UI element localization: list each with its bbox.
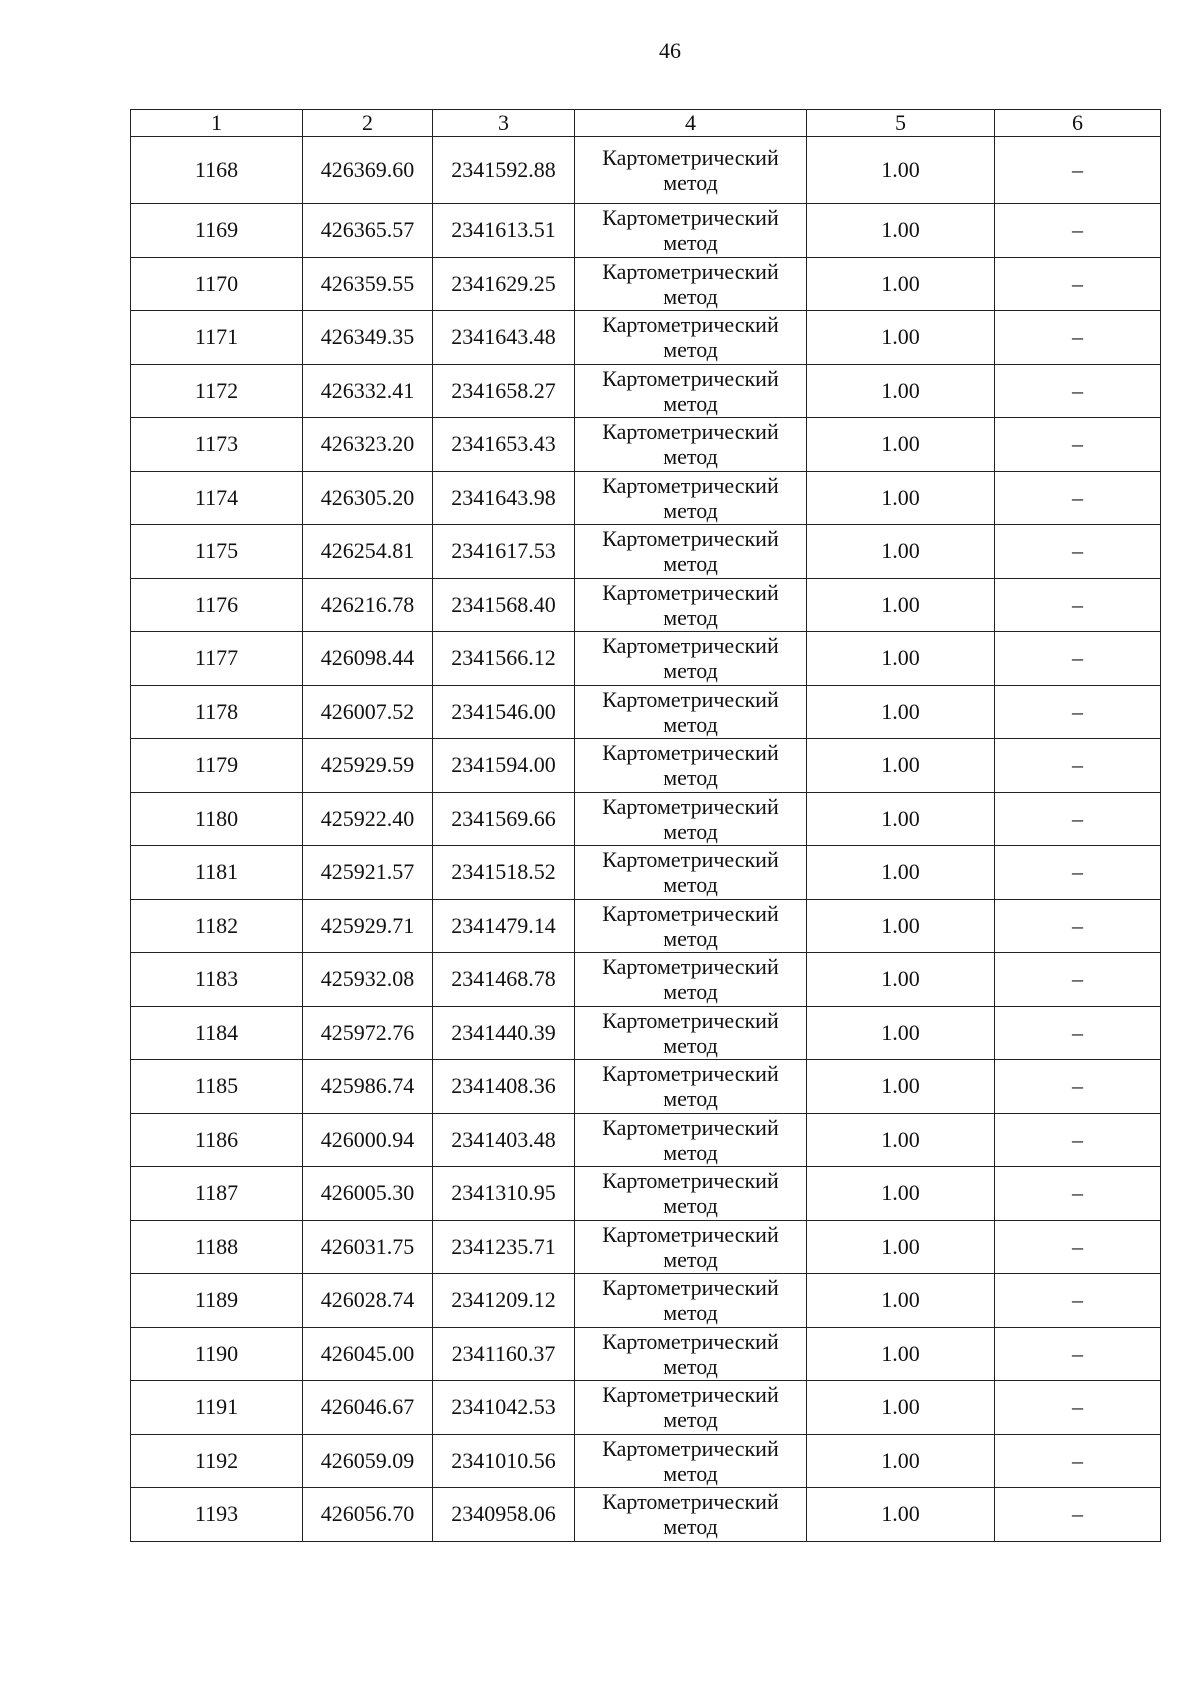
table-row: [131, 846, 1161, 900]
x-coordinate-cell: 426046.67: [303, 1381, 433, 1435]
method-line-1: Картометрический: [602, 1168, 779, 1194]
point-number-cell: 1183: [131, 953, 303, 1007]
accuracy-cell: 1.00: [807, 311, 995, 365]
method-line-1: Картометрический: [602, 740, 779, 766]
x-coordinate-cell: 425921.57: [303, 846, 433, 900]
method-line-1: Картометрический: [602, 1007, 779, 1033]
x-coordinate-cell: 426007.52: [303, 685, 433, 739]
table-row: [131, 578, 1161, 632]
method-line-2: метод: [663, 979, 718, 1005]
y-coordinate-cell: 2341408.36: [433, 1060, 575, 1114]
method-cell: [575, 899, 807, 953]
point-number-cell: 1188: [131, 1220, 303, 1274]
method-line-1: Картометрический: [602, 793, 779, 819]
method-line-1: Картометрический: [602, 633, 779, 659]
point-number-cell: 1180: [131, 792, 303, 846]
header-cell-3: 3: [433, 110, 575, 137]
table-row: [131, 1274, 1161, 1328]
y-coordinate-cell: 2341235.71: [433, 1220, 575, 1274]
note-cell: –: [995, 632, 1161, 686]
x-coordinate-cell: 426005.30: [303, 1167, 433, 1221]
method-cell: [575, 471, 807, 525]
method-line-2: метод: [663, 551, 718, 577]
y-coordinate-cell: 2340958.06: [433, 1488, 575, 1542]
method-line-2: метод: [663, 1246, 718, 1272]
method-line-2: метод: [663, 1514, 718, 1540]
point-number-cell: 1174: [131, 471, 303, 525]
method-cell: [575, 137, 807, 204]
method-cell: [575, 1381, 807, 1435]
note-cell: –: [995, 1113, 1161, 1167]
y-coordinate-cell: 2341042.53: [433, 1381, 575, 1435]
y-coordinate-cell: 2341569.66: [433, 792, 575, 846]
table-row: [131, 364, 1161, 418]
table-header-row: [131, 110, 1161, 137]
table-row: [131, 739, 1161, 793]
accuracy-cell: 1.00: [807, 1381, 995, 1435]
note-cell: –: [995, 204, 1161, 258]
note-cell: –: [995, 418, 1161, 472]
y-coordinate-cell: 2341479.14: [433, 899, 575, 953]
method-cell: [575, 1327, 807, 1381]
method-line-1: Картометрический: [602, 205, 779, 231]
method-cell: [575, 739, 807, 793]
table-row: [131, 525, 1161, 579]
method-line-1: Картометрический: [602, 365, 779, 391]
method-line-1: Картометрический: [602, 900, 779, 926]
y-coordinate-cell: 2341310.95: [433, 1167, 575, 1221]
y-coordinate-cell: 2341594.00: [433, 739, 575, 793]
accuracy-cell: 1.00: [807, 364, 995, 418]
accuracy-cell: 1.00: [807, 1434, 995, 1488]
method-line-2: метод: [663, 872, 718, 898]
method-cell: [575, 578, 807, 632]
table-row: [131, 685, 1161, 739]
method-line-2: метод: [663, 337, 718, 363]
method-cell: [575, 1274, 807, 1328]
method-line-2: метод: [663, 1407, 718, 1433]
method-line-2: метод: [663, 283, 718, 309]
y-coordinate-cell: 2341617.53: [433, 525, 575, 579]
point-number-cell: 1177: [131, 632, 303, 686]
note-cell: –: [995, 1274, 1161, 1328]
table-row: [131, 1434, 1161, 1488]
note-cell: –: [995, 137, 1161, 204]
method-cell: [575, 632, 807, 686]
method-line-2: метод: [663, 925, 718, 951]
method-line-1: Картометрический: [602, 686, 779, 712]
accuracy-cell: 1.00: [807, 632, 995, 686]
note-cell: –: [995, 846, 1161, 900]
method-line-1: Картометрический: [602, 419, 779, 445]
accuracy-cell: 1.00: [807, 137, 995, 204]
point-number-cell: 1190: [131, 1327, 303, 1381]
y-coordinate-cell: 2341546.00: [433, 685, 575, 739]
accuracy-cell: 1.00: [807, 1220, 995, 1274]
x-coordinate-cell: 426332.41: [303, 364, 433, 418]
method-line-1: Картометрический: [602, 258, 779, 284]
method-line-1: Картометрический: [602, 145, 779, 170]
accuracy-cell: 1.00: [807, 418, 995, 472]
y-coordinate-cell: 2341209.12: [433, 1274, 575, 1328]
method-line-2: метод: [663, 230, 718, 256]
point-number-cell: 1173: [131, 418, 303, 472]
method-cell: [575, 1220, 807, 1274]
method-cell: [575, 1113, 807, 1167]
method-cell: [575, 364, 807, 418]
point-number-cell: 1181: [131, 846, 303, 900]
method-line-2: метод: [663, 1460, 718, 1486]
note-cell: –: [995, 685, 1161, 739]
method-cell: [575, 792, 807, 846]
x-coordinate-cell: 426349.35: [303, 311, 433, 365]
point-number-cell: 1169: [131, 204, 303, 258]
note-cell: –: [995, 1006, 1161, 1060]
table-row: [131, 953, 1161, 1007]
note-cell: –: [995, 1060, 1161, 1114]
accuracy-cell: 1.00: [807, 953, 995, 1007]
y-coordinate-cell: 2341010.56: [433, 1434, 575, 1488]
y-coordinate-cell: 2341592.88: [433, 137, 575, 204]
method-line-1: Картометрический: [602, 1489, 779, 1515]
note-cell: –: [995, 525, 1161, 579]
x-coordinate-cell: 426059.09: [303, 1434, 433, 1488]
table-row: [131, 1006, 1161, 1060]
note-cell: –: [995, 1167, 1161, 1221]
point-number-cell: 1192: [131, 1434, 303, 1488]
point-number-cell: 1184: [131, 1006, 303, 1060]
page-number: 46: [659, 38, 681, 63]
table-row: [131, 311, 1161, 365]
x-coordinate-cell: 426031.75: [303, 1220, 433, 1274]
method-line-2: метод: [663, 1300, 718, 1326]
accuracy-cell: 1.00: [807, 1274, 995, 1328]
x-coordinate-cell: 426056.70: [303, 1488, 433, 1542]
y-coordinate-cell: 2341518.52: [433, 846, 575, 900]
header-cell-5: 5: [807, 110, 995, 137]
x-coordinate-cell: 426098.44: [303, 632, 433, 686]
method-line-2: метод: [663, 658, 718, 684]
x-coordinate-cell: 426365.57: [303, 204, 433, 258]
x-coordinate-cell: 426305.20: [303, 471, 433, 525]
note-cell: –: [995, 953, 1161, 1007]
point-number-cell: 1191: [131, 1381, 303, 1435]
method-line-1: Картометрический: [602, 1382, 779, 1408]
method-line-1: Картометрический: [602, 312, 779, 338]
accuracy-cell: 1.00: [807, 204, 995, 258]
x-coordinate-cell: 425929.59: [303, 739, 433, 793]
table-row: [131, 792, 1161, 846]
method-line-2: метод: [663, 1193, 718, 1219]
note-cell: –: [995, 899, 1161, 953]
method-line-2: метод: [663, 1086, 718, 1112]
method-line-1: Картометрический: [602, 1275, 779, 1301]
y-coordinate-cell: 2341629.25: [433, 257, 575, 311]
method-line-1: Картометрический: [602, 1061, 779, 1087]
header-cell-2: 2: [303, 110, 433, 137]
y-coordinate-cell: 2341566.12: [433, 632, 575, 686]
note-cell: –: [995, 471, 1161, 525]
y-coordinate-cell: 2341403.48: [433, 1113, 575, 1167]
note-cell: –: [995, 1381, 1161, 1435]
table-row: [131, 137, 1161, 204]
x-coordinate-cell: 426000.94: [303, 1113, 433, 1167]
table-row: [131, 632, 1161, 686]
method-line-1: Картометрический: [602, 1114, 779, 1140]
table-row: [131, 1220, 1161, 1274]
point-number-cell: 1171: [131, 311, 303, 365]
method-cell: [575, 257, 807, 311]
method-line-2: метод: [663, 604, 718, 630]
x-coordinate-cell: 425972.76: [303, 1006, 433, 1060]
accuracy-cell: 1.00: [807, 1060, 995, 1114]
y-coordinate-cell: 2341440.39: [433, 1006, 575, 1060]
x-coordinate-cell: 426045.00: [303, 1327, 433, 1381]
note-cell: –: [995, 739, 1161, 793]
x-coordinate-cell: 426323.20: [303, 418, 433, 472]
header-cell-6: 6: [995, 110, 1161, 137]
accuracy-cell: 1.00: [807, 471, 995, 525]
point-number-cell: 1185: [131, 1060, 303, 1114]
accuracy-cell: 1.00: [807, 1006, 995, 1060]
point-number-cell: 1178: [131, 685, 303, 739]
y-coordinate-cell: 2341568.40: [433, 578, 575, 632]
point-number-cell: 1170: [131, 257, 303, 311]
table-row: [131, 1167, 1161, 1221]
accuracy-cell: 1.00: [807, 792, 995, 846]
method-line-1: Картометрический: [602, 847, 779, 873]
method-line-1: Картометрический: [602, 472, 779, 498]
accuracy-cell: 1.00: [807, 846, 995, 900]
method-line-2: метод: [663, 444, 718, 470]
method-line-2: метод: [663, 1353, 718, 1379]
header-cell-4: 4: [575, 110, 807, 137]
y-coordinate-cell: 2341643.48: [433, 311, 575, 365]
method-line-1: Картометрический: [602, 1221, 779, 1247]
table-row: [131, 1327, 1161, 1381]
accuracy-cell: 1.00: [807, 578, 995, 632]
method-line-1: Картометрический: [602, 1328, 779, 1354]
point-number-cell: 1182: [131, 899, 303, 953]
point-number-cell: 1175: [131, 525, 303, 579]
note-cell: –: [995, 257, 1161, 311]
note-cell: –: [995, 578, 1161, 632]
table-row: [131, 204, 1161, 258]
method-cell: [575, 685, 807, 739]
x-coordinate-cell: 426359.55: [303, 257, 433, 311]
table-row: [131, 1488, 1161, 1542]
method-line-2: метод: [663, 170, 718, 195]
header-cell-1: 1: [131, 110, 303, 137]
point-number-cell: 1176: [131, 578, 303, 632]
method-cell: [575, 204, 807, 258]
method-cell: [575, 311, 807, 365]
note-cell: –: [995, 1327, 1161, 1381]
table-body: [131, 137, 1161, 1542]
method-line-1: Картометрический: [602, 954, 779, 980]
note-cell: –: [995, 792, 1161, 846]
table-row: [131, 899, 1161, 953]
method-cell: [575, 953, 807, 1007]
table-row: [131, 471, 1161, 525]
accuracy-cell: 1.00: [807, 899, 995, 953]
x-coordinate-cell: 425922.40: [303, 792, 433, 846]
method-cell: [575, 525, 807, 579]
note-cell: –: [995, 1220, 1161, 1274]
y-coordinate-cell: 2341160.37: [433, 1327, 575, 1381]
method-line-2: метод: [663, 818, 718, 844]
coordinates-table: [130, 109, 1161, 1542]
x-coordinate-cell: 425929.71: [303, 899, 433, 953]
accuracy-cell: 1.00: [807, 525, 995, 579]
note-cell: –: [995, 1434, 1161, 1488]
point-number-cell: 1186: [131, 1113, 303, 1167]
method-cell: [575, 1060, 807, 1114]
accuracy-cell: 1.00: [807, 1167, 995, 1221]
note-cell: –: [995, 1488, 1161, 1542]
table-row: [131, 1113, 1161, 1167]
method-line-2: метод: [663, 765, 718, 791]
accuracy-cell: 1.00: [807, 257, 995, 311]
y-coordinate-cell: 2341653.43: [433, 418, 575, 472]
x-coordinate-cell: 426216.78: [303, 578, 433, 632]
point-number-cell: 1168: [131, 137, 303, 204]
accuracy-cell: 1.00: [807, 1113, 995, 1167]
accuracy-cell: 1.00: [807, 1327, 995, 1381]
x-coordinate-cell: 426028.74: [303, 1274, 433, 1328]
accuracy-cell: 1.00: [807, 685, 995, 739]
method-line-2: метод: [663, 711, 718, 737]
method-line-2: метод: [663, 1032, 718, 1058]
table-row: [131, 257, 1161, 311]
method-cell: [575, 1006, 807, 1060]
x-coordinate-cell: 426254.81: [303, 525, 433, 579]
method-cell: [575, 418, 807, 472]
method-cell: [575, 846, 807, 900]
x-coordinate-cell: 426369.60: [303, 137, 433, 204]
point-number-cell: 1193: [131, 1488, 303, 1542]
point-number-cell: 1172: [131, 364, 303, 418]
x-coordinate-cell: 425986.74: [303, 1060, 433, 1114]
point-number-cell: 1189: [131, 1274, 303, 1328]
method-cell: [575, 1488, 807, 1542]
point-number-cell: 1187: [131, 1167, 303, 1221]
method-line-1: Картометрический: [602, 1435, 779, 1461]
table-row: [131, 418, 1161, 472]
method-line-1: Картометрический: [602, 526, 779, 552]
method-cell: [575, 1434, 807, 1488]
accuracy-cell: 1.00: [807, 1488, 995, 1542]
note-cell: –: [995, 364, 1161, 418]
y-coordinate-cell: 2341613.51: [433, 204, 575, 258]
x-coordinate-cell: 425932.08: [303, 953, 433, 1007]
method-line-2: метод: [663, 390, 718, 416]
table-row: [131, 1060, 1161, 1114]
table-row: [131, 1381, 1161, 1435]
point-number-cell: 1179: [131, 739, 303, 793]
method-line-1: Картометрический: [602, 579, 779, 605]
method-line-2: метод: [663, 497, 718, 523]
accuracy-cell: 1.00: [807, 739, 995, 793]
y-coordinate-cell: 2341643.98: [433, 471, 575, 525]
note-cell: –: [995, 311, 1161, 365]
method-cell: [575, 1167, 807, 1221]
y-coordinate-cell: 2341658.27: [433, 364, 575, 418]
method-line-2: метод: [663, 1139, 718, 1165]
y-coordinate-cell: 2341468.78: [433, 953, 575, 1007]
